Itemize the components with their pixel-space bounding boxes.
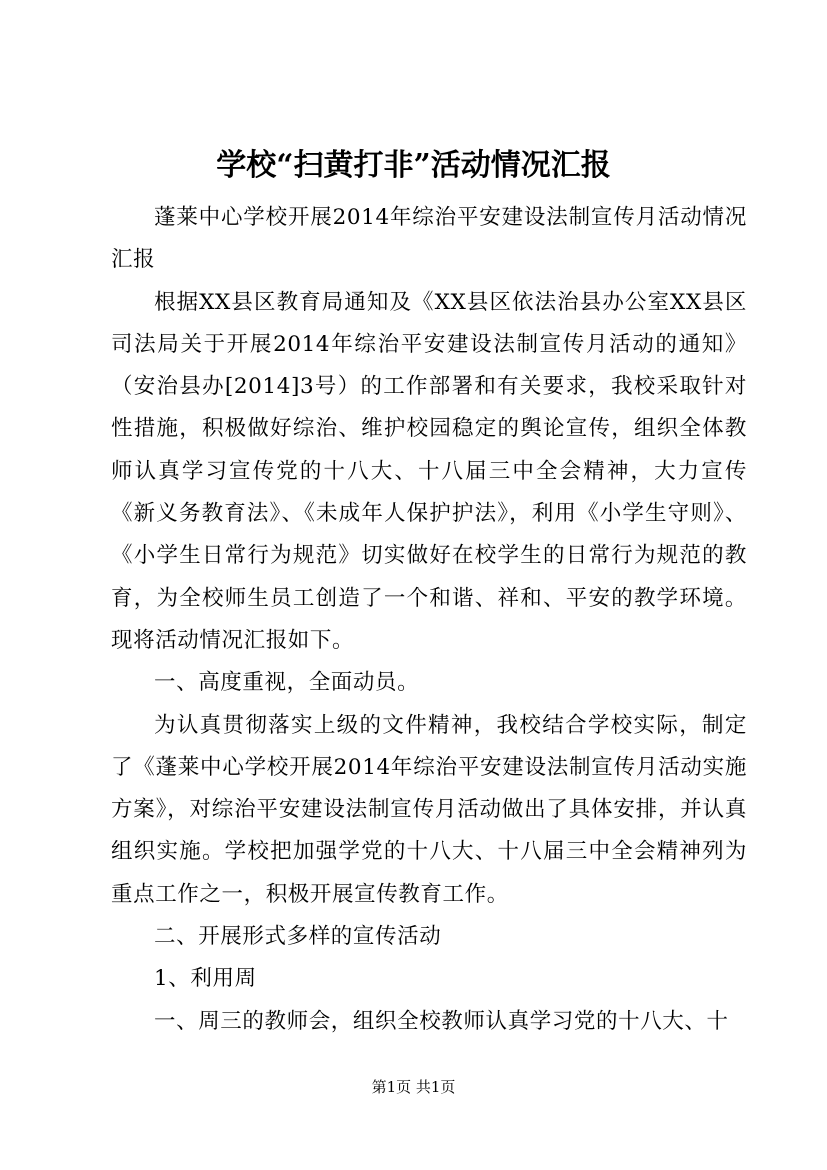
section-heading-1: 一、高度重视，全面动员。 xyxy=(154,670,420,696)
section-heading-2: 二、开展形式多样的宣传活动 xyxy=(154,924,442,950)
paragraph-subtitle: 蓬莱中心学校开展2014年综治平安建设法制宣传月活动情况汇报 xyxy=(111,205,747,273)
sub-item-1: 1、利用周 xyxy=(154,966,257,992)
paragraph-continued: 一、周三的教师会，组织全校教师认真学习党的十八大、十 xyxy=(154,1008,729,1034)
document-title: 学校“扫黄打非”活动情况汇报 xyxy=(216,148,611,183)
paragraph-intro: 根据XX县区教育局通知及《XX县区依法治县办公室XX县区司法局关于开展2014年综治平安建设法制宣传月活动的通知》（安治县办[2014]3号）的工作部署和有关要求，我校采取针对性措施，积极做好综治、维护校园稳定的舆论宣传，组织全体教师认真学习宣传党的十八大、十八届三中全会精神，大力宣传《新义务教育法》、《未成年人保护护法》，利用《小学生守则》、《小学生日常行为规范》切实做好在校学生的日常行为规范的教育，为全校师生员工创造了一个和谐、祥和、平安的教学环境。现将活动情况汇报如下。 xyxy=(111,289,747,653)
document-body xyxy=(111,197,747,1043)
paragraph-section-1: 为认真贯彻落实上级的文件精神，我校结合学校实际，制定了《蓬莱中心学校开展2014年综治平安建设法制宣传月活动实施方案》，对综治平安建设法制宣传月活动做出了具体安排，并认真组织实施。学校把加强学党的十八大、十八届三中全会精神列为重点工作之一，积极开展宣传教育工作。 xyxy=(111,712,747,907)
page-number-footer: 第1页 共1页 xyxy=(371,1078,456,1096)
